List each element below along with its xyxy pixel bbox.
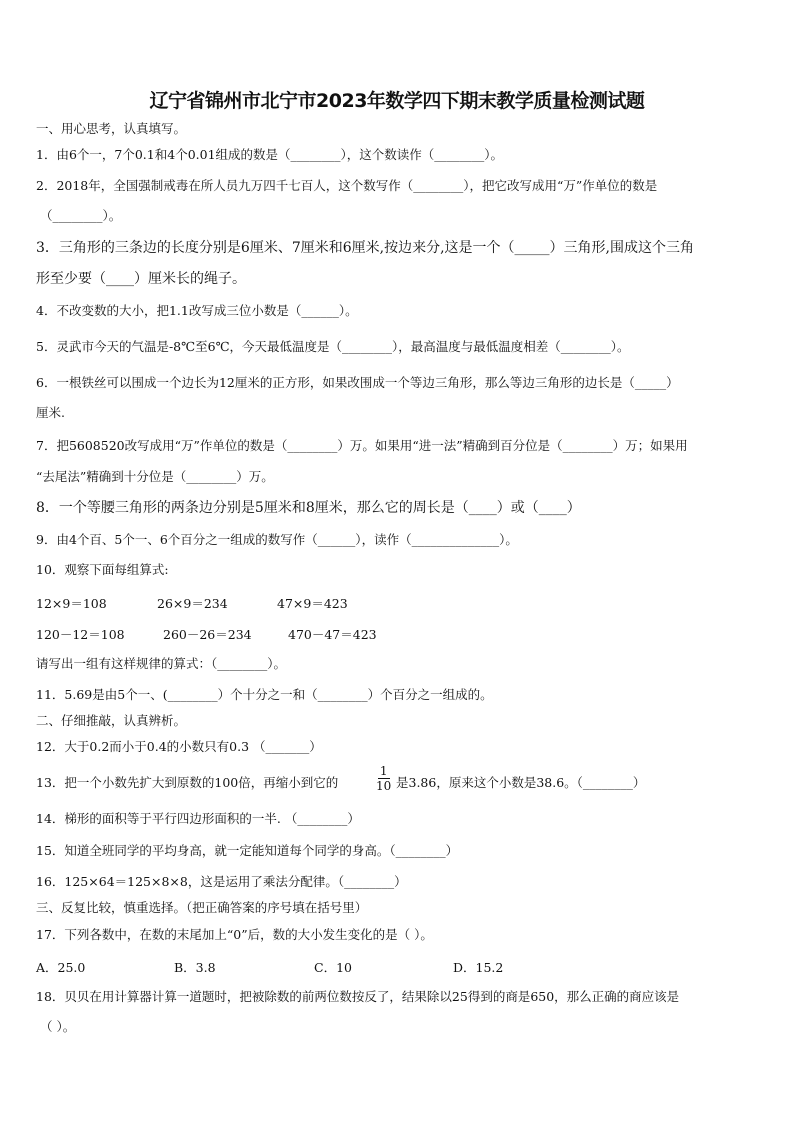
question-7-line-2: “去尾法”精确到十分位是（________）万。 — [36, 469, 274, 484]
question-8: 8．一个等腰三角形的两条边分别是5厘米和8厘米，那么它的周长是（____）或（____） — [36, 500, 581, 516]
fraction-one-tenth — [376, 764, 391, 793]
question-11: 11．5.69是由5个一、(________）个十分之一和（________）个百分之一组成的。 — [36, 687, 493, 702]
question-14: 14．梯形的面积等于平行四边形面积的一半. （________） — [36, 811, 360, 826]
question-2-line-2: （________）。 — [40, 208, 122, 223]
option-a: A．25.0 — [36, 960, 86, 975]
question-6-line-2: 厘米. — [36, 405, 65, 420]
question-9: 9．由4个百、5个一、6个百分之一组成的数写作（______），读作（______________）。 — [36, 532, 518, 547]
question-13-suffix: 是3.86，原来这个小数是38.6。（________） — [396, 775, 646, 790]
question-15: 15．知道全班同学的平均身高，就一定能知道每个同学的身高。（________） — [36, 843, 459, 858]
equation: 47×9＝423 — [277, 596, 348, 611]
question-4: 4．不改变数的大小，把1.1改写成三位小数是（______）。 — [36, 303, 358, 318]
question-2-line-1: 2．2018年，全国强制戒毒在所人员九万四千七百人，这个数写作（________），把它改写成用“万”作单位的数是 — [36, 178, 658, 193]
option-c: C．10 — [314, 960, 352, 975]
option-d: D．15.2 — [453, 960, 504, 975]
question-13-prefix: 13．把一个小数先扩大到原数的100倍，再缩小到它的 — [36, 775, 339, 790]
question-18-line-2: （ ）。 — [40, 1019, 76, 1034]
question-5: 5．灵武市今天的气温是-8℃至6℃，今天最低温度是（________），最高温度与最低温度相差（________）。 — [36, 339, 630, 354]
question-10: 10．观察下面每组算式: — [36, 562, 169, 577]
option-b: B．3.8 — [174, 960, 216, 975]
equation: 260－26＝234 — [163, 627, 252, 642]
equation: 12×9＝108 — [36, 596, 107, 611]
question-17: 17．下列各数中，在数的末尾加上“0”后，数的大小发生变化的是（ ）。 — [36, 927, 433, 942]
fraction-denominator: 10 — [376, 779, 392, 793]
question-6-line-1: 6．一根铁丝可以围成一个边长为12厘米的正方形，如果改围成一个等边三角形，那么等边三角形的边长是（_____） — [36, 375, 679, 390]
question-18-line-1: 18．贝贝在用计算器计算一道题时，把被除数的前两位数按反了，结果除以25得到的商是650，那么正确的商应该是 — [36, 989, 680, 1004]
question-7-line-1: 7．把5608520改写成用“万”作单位的数是（________）万。如果用“进一法”精确到百分位是（________）万；如果用 — [36, 438, 688, 453]
section-2-heading: 二、仔细推敲，认真辨析。 — [36, 713, 187, 728]
equation: 26×9＝234 — [157, 596, 228, 611]
question-1: 1．由6个一，7个0.1和4个0.01组成的数是（________），这个数读作（________）。 — [36, 147, 504, 162]
question-16: 16．125×64＝125×8×8，这是运用了乘法分配律。（________） — [36, 874, 407, 889]
question-3-line-2: 形至少要（____）厘米长的绳子。 — [36, 271, 246, 287]
equation: 120－12＝108 — [36, 627, 125, 642]
question-10-ask: 请写出一组有这样规律的算式：（________）。 — [36, 656, 287, 671]
question-3-line-1: 3．三角形的三条边的长度分别是6厘米、7厘米和6厘米,按边来分,这是一个（_____）三角形,围成这个三角 — [36, 240, 694, 256]
fraction-numerator: 1 — [379, 764, 388, 778]
section-3-heading: 三、反复比较，慎重选择。（把正确答案的序号填在括号里） — [36, 900, 368, 915]
equation: 470－47＝423 — [288, 627, 377, 642]
question-12: 12．大于0.2而小于0.4的小数只有0.3 （_______） — [36, 739, 322, 754]
exam-title: 辽宁省锦州市北宁市2023年数学四下期末教学质量检测试题 — [149, 90, 645, 112]
section-1-heading: 一、用心思考，认真填写。 — [36, 121, 187, 136]
